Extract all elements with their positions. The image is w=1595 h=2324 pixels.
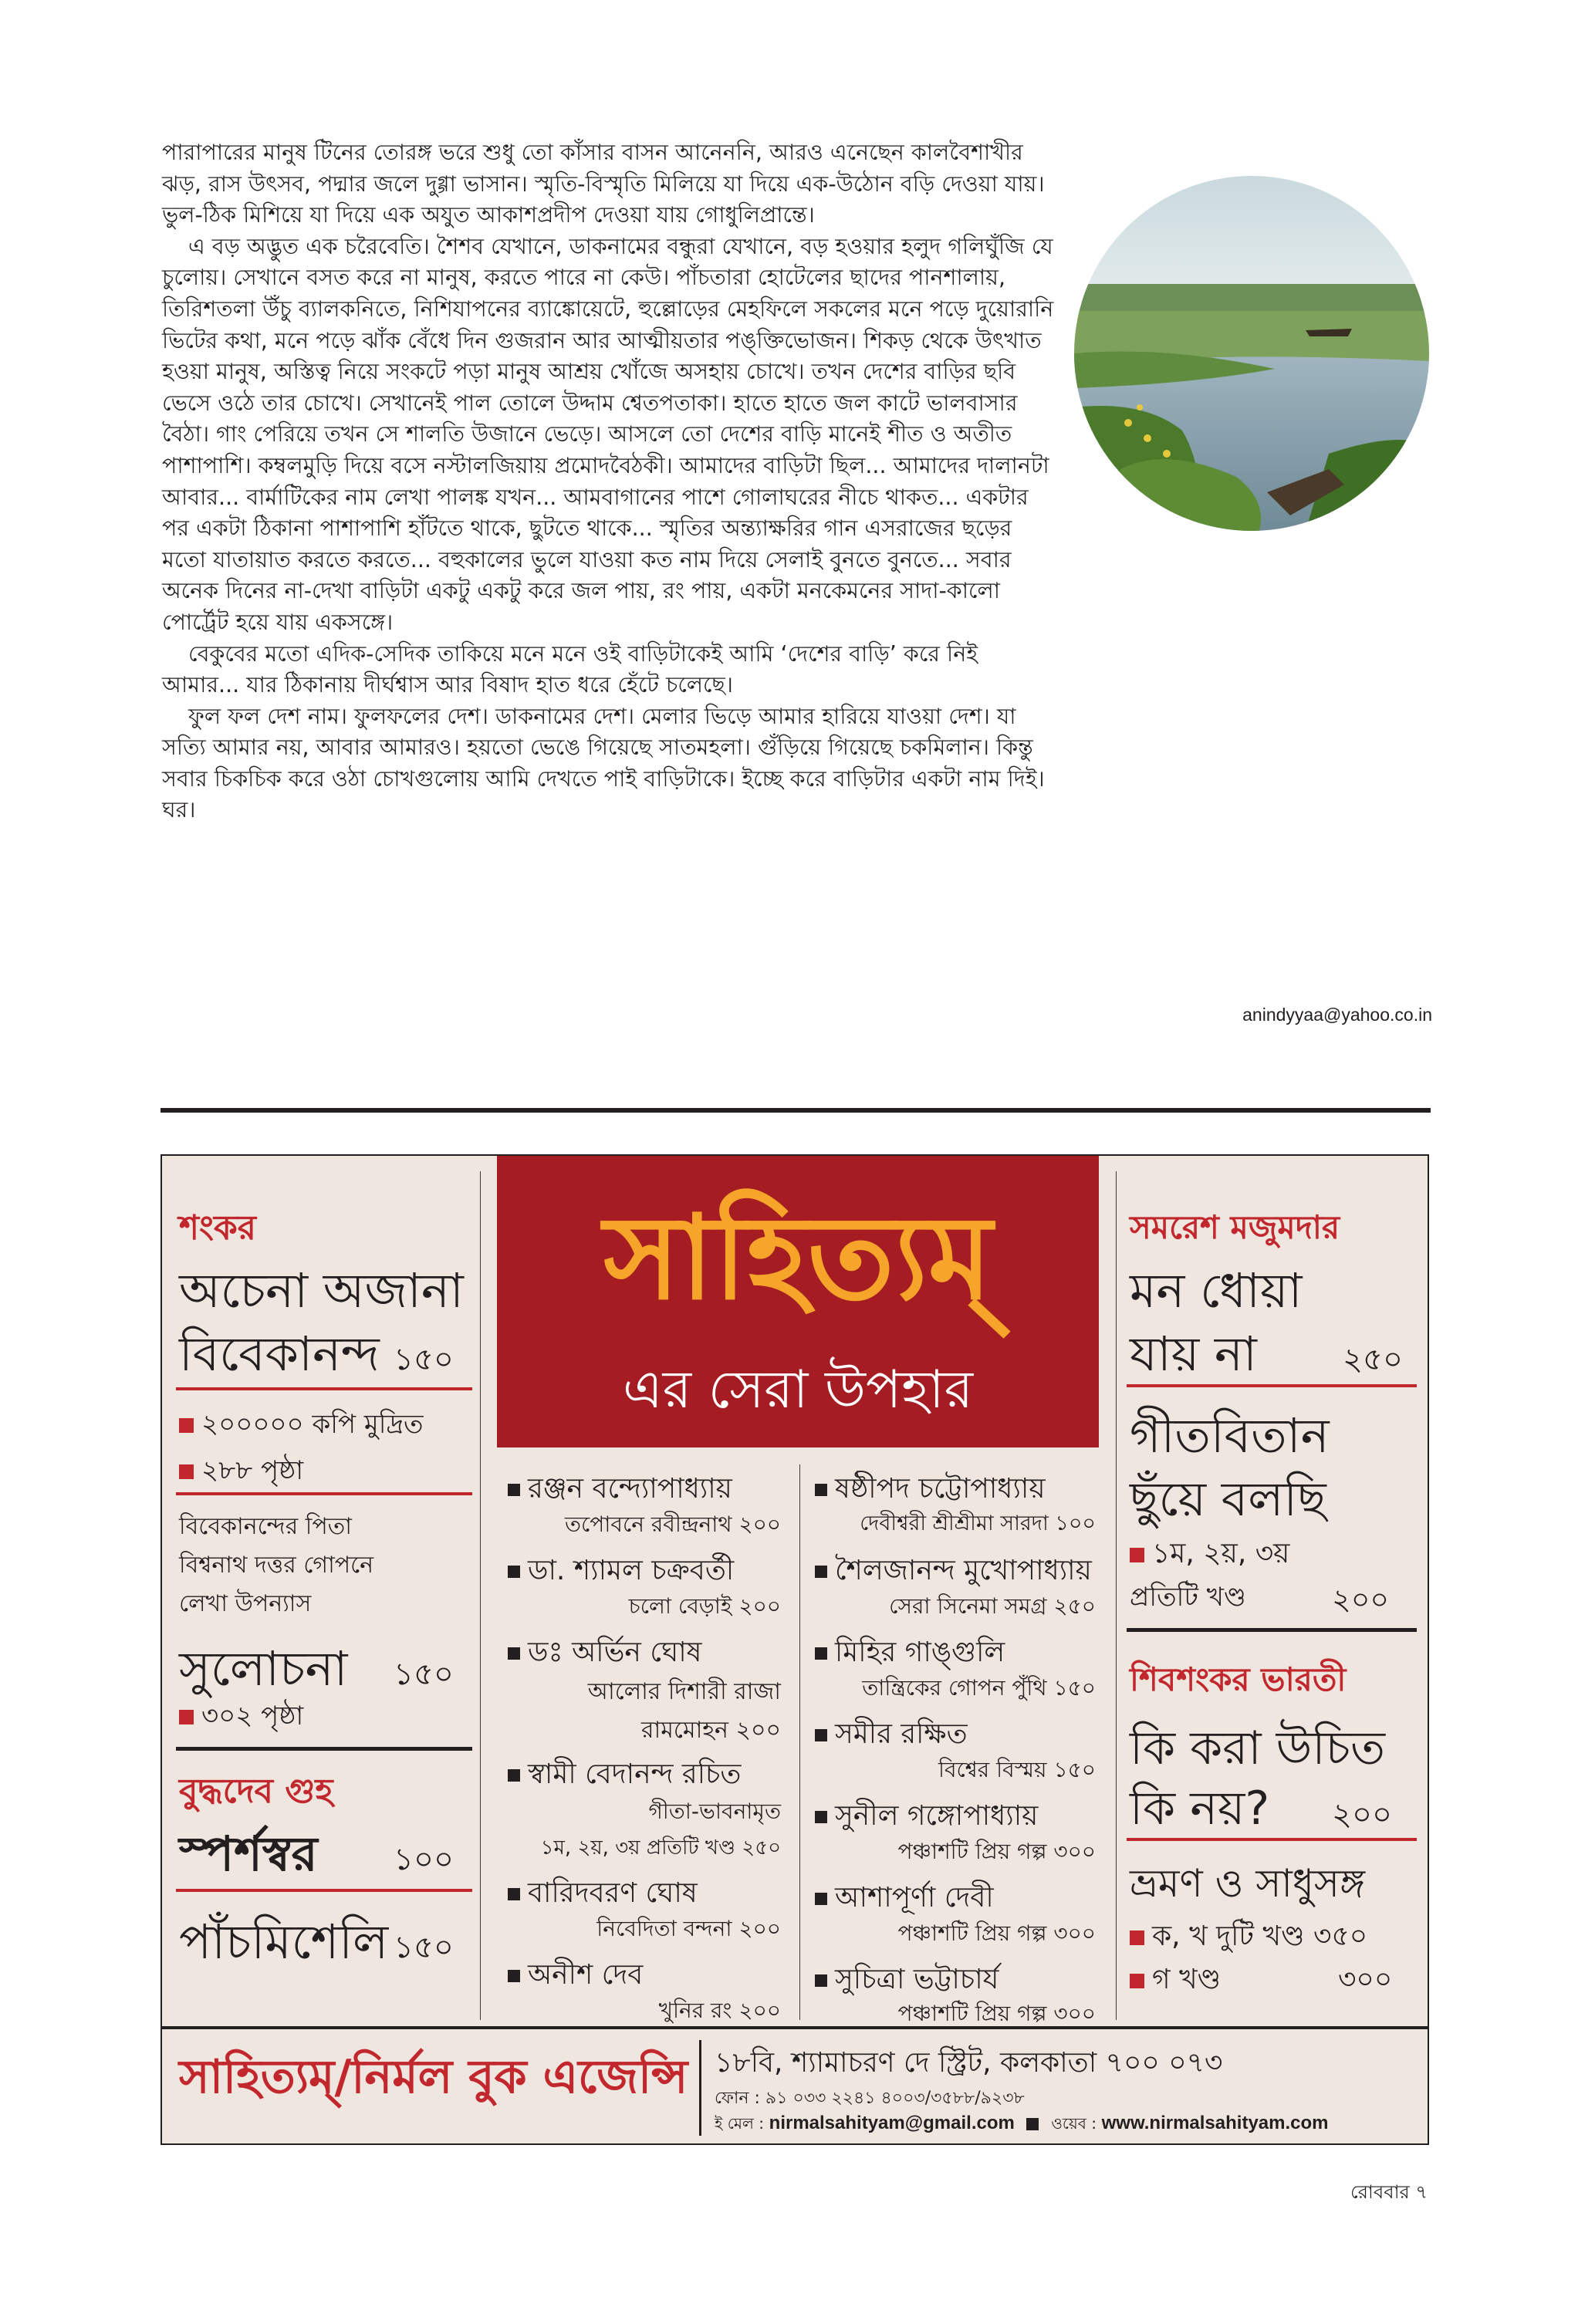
book-title: ছুঁয়ে বলছি: [1130, 1471, 1326, 1527]
author-email: anindyyaa@yahoo.co.in: [1242, 1005, 1432, 1025]
column-divider: [799, 1464, 800, 2020]
book-entry: পঞ্চাশটি প্রিয় গল্প ৩০০: [897, 2001, 1096, 2026]
author-entry: ডা. শ্যামল চক্রবর্তী: [508, 1549, 734, 1596]
article-paragraph-2: এ বড় অদ্ভুত এক চরৈবেতি। শৈশব যেখানে, ডাকনামের বন্ধুরা যেখানে, বড় হওয়ার হলুদ গলিঘুঁজি যে চুলোয়। সেখানে বসত করে না মানুষ, করতে পারে না কেউ। পাঁচতারা হোটেলের ছাদের পানশালায়, তিরিশতলা উঁচু ব্যালকনিতে, নিশিযাপনের ব্যাঙ্কোয়েটে, হুল্লোড়ের মেহফিলে সকলের মনে পড়ে দুয়োরানি ভিটের কথা, মনে পড়ে ঝাঁক বেঁধে দিন গুজরান আর আত্মীয়তার পঙ্‌ক্তিভোজন। শিকড় থেকে উৎখাত হওয়া মানুষ, অস্তিত্ব নিয়ে সংকটে পড়া মানুষ আশ্রয় খোঁজে অসহায় চোখে। তখন দেশের বাড়ির ছবি ভেসে ওঠে তার চোখে। সেখানেই পাল তোলে উদ্দাম শ্বেতপতাকা। হাতে হাতে জল কাটে ভালবাসার বৈঠা। গাং পেরিয়ে তখন সে শালতি উজানে ভেড়ে। আসলে তো দেশের বাড়ি মানেই শীত ও অতীত পাশাপাশি। কম্বলমুড়ি দিয়ে বসে নস্টালজিয়ায় প্রমোদবৈঠকী। আমাদের বাড়িটা ছিল... আমাদের দালানটা আবার... বার্মাটিকের নাম লেখা পালঙ্ক যখন... আমবাগানের পাশে গোলাঘরের নীচে থাকত... একটার পর একটা ঠিকানা পাশাপাশি হাঁটতে থাকে, ছুটতে থাকে... স্মৃতির অন্ত্যাক্ষরির গান এসরাজের ছড়ের মতো যাতায়াত করতে করতে... বহুকালের ভুলে যাওয়া কত নাম দিয়ে সেলাই বুনতে বুনতে... সবার অনেক দিনের না-দেখা বাড়িটা একটু একটু করে জল পায়, রং পায়, একটা মনকেমনের সাদা-কালো পোর্ট্রেট হয়ে যায় একসঙ্গে।: [162, 233, 1054, 635]
page-number: রোববার ৭: [1350, 2181, 1428, 2203]
bullet-icon: [815, 1811, 827, 1823]
article-paragraph-1: পারাপারের মানুষ টিনের তোরঙ্গ ভরে শুধু তো কাঁসার বাসন আনেননি, আরও এনেছেন কালবৈশাখীর ঝড়, রাস উৎসব, পদ্মার জলে দুগ্গা ভাসান। স্মৃতি-বিস্মৃতি মিলিয়ে যা দিয়ে এক-উঠোন বড়ি দেওয়া যায়। ভুল-ঠিক মিশিয়ে যা দিয়ে এক অযুত আকাশপ্রদীপ দেওয়া যায় গোধুলিপ্রান্তে।: [162, 140, 1045, 228]
book-entry: খুনির রং ২০০: [658, 1998, 781, 2023]
bullet-icon: [508, 1888, 520, 1900]
copies-printed: ২০০০০০ কপি মুদ্রিত: [179, 1404, 424, 1448]
bullet-icon: [508, 1566, 520, 1578]
red-rule: [1127, 1838, 1417, 1841]
bullet-icon: [1130, 1930, 1144, 1945]
price: ৩০০: [1338, 1964, 1393, 1995]
book-title: বিবেকানন্দ: [179, 1326, 380, 1382]
bullet-icon: [815, 1893, 827, 1905]
footer-rule: [162, 2026, 1428, 2029]
author-entry: শৈলজানন্দ মুখোপাধ্যায়: [815, 1549, 1092, 1596]
author-entry: ষষ্ঠীপদ চট্টোপাধ্যায়: [815, 1468, 1046, 1514]
book-title: সুলোচনা: [179, 1640, 348, 1697]
price: ১৫০: [394, 1657, 454, 1692]
bullet-icon: [1130, 1974, 1144, 1988]
author-entry: আশাপূর্ণা দেবী: [815, 1876, 994, 1923]
book-title: স্পর্শস্বর: [179, 1826, 318, 1882]
book-entry: পঞ্চাশটি প্রিয় গল্প ৩০০: [897, 1920, 1096, 1946]
author-entry: অনীশ দেব: [508, 1954, 643, 2000]
bullet-icon: [815, 1729, 827, 1741]
publisher-contact: ই মেল : nirmalsahityam@gmail.com ওয়েব : www.nirmalsahityam.com: [715, 2113, 1329, 2133]
bullet-icon: [815, 1974, 827, 1987]
author-entry: বারিদবরণ ঘোষ: [508, 1872, 698, 1918]
article-paragraph-3: বেকুবের মতো এদিক-সেদিক তাকিয়ে মনে মনে ওই বাড়িটাকেই আমি ‘দেশের বাড়ি’ করে নিই আমার... যার ঠিকানায় দীর্ঘশ্বাস আর বিষাদ হাত ধরে হেঁটে চলেছে।: [162, 640, 978, 698]
page-count: ২৮৮ পৃষ্ঠা: [179, 1451, 303, 1495]
bullet-icon: [815, 1484, 827, 1496]
author-entry: স্বামী বেদানন্দ রচিত: [508, 1753, 741, 1799]
bullet-icon: [1130, 1548, 1144, 1562]
banner-subtitle: এর সেরা উপহার: [623, 1360, 973, 1420]
author-entry: সুচিত্রা ভট্টাচার্য: [815, 1958, 999, 2005]
book-entry: দেবীশ্বরী শ্রীশ্রীমা সারদা ১০০: [860, 1512, 1096, 1535]
book-title: যায় না: [1130, 1326, 1257, 1382]
bullet-icon: [179, 1418, 194, 1433]
book-entry: আলোর দিশারী রাজা: [587, 1678, 781, 1705]
author-shankar: শংকর: [179, 1208, 256, 1248]
publisher-email: nirmalsahityam@gmail.com: [769, 2113, 1015, 2133]
price: ২০০: [1332, 1797, 1393, 1833]
book-entry: নিবেদিতা বন্দনা ২০০: [596, 1916, 781, 1941]
author-buddhadeb: বুদ্ধদেব গুহ: [179, 1772, 333, 1811]
book-title: পাঁচমিশেলি: [179, 1914, 389, 1970]
book-entry: ১ম, ২য়, ৩য় প্রতিটি খণ্ড ২৫০: [540, 1836, 781, 1860]
publisher-website: www.nirmalsahityam.com: [1101, 2113, 1329, 2133]
article-body: [162, 137, 1119, 826]
bullet-icon: [179, 1710, 194, 1724]
author-entry: মিহির গাঙ্গুলি: [815, 1631, 1005, 1677]
river-landscape-photo: [1074, 176, 1429, 531]
column-divider: [480, 1171, 481, 2020]
bullet-icon: [508, 1647, 520, 1660]
article-paragraph-4: ফুল ফল দেশ নাম। ফুলফলের দেশ। ডাকনামের দেশ। মেলার ভিড়ে আমার হারিয়ে যাওয়া দেশ। যা সত্যি আমার নয়, আবার আমারও। হয়তো ভেঙে গিয়েছে সাতমহলা। গুঁড়িয়ে গিয়েছে চকমিলান। কিন্তু সবার চিকচিক করে ওঠা চোখগুলোয় আমি দেখতে পাই বাড়িটাকে। ইচ্ছে করে বাড়িটার একটা নাম দিই। ঘর।: [162, 703, 1045, 823]
author-entry: ডঃ অর্ভিন ঘোষ: [508, 1631, 702, 1677]
book-title: কি করা উচিত: [1130, 1721, 1385, 1775]
bullet-icon: [179, 1464, 194, 1479]
footer-divider: [699, 2040, 701, 2136]
price: ২০০: [1332, 1583, 1390, 1616]
bullet-icon: [508, 1484, 520, 1496]
black-rule: [176, 1747, 472, 1751]
page-count: ৩০২ পৃষ্ঠা: [179, 1696, 303, 1740]
each-volume: প্রতিটি খণ্ড: [1130, 1582, 1246, 1613]
publisher-name: সাহিত্যম্/নির্মল বুক এজেন্সি: [179, 2050, 688, 2104]
author-shibshankar: শিবশংকর ভারতী: [1130, 1660, 1347, 1698]
bullet-icon: [815, 1566, 827, 1578]
black-rule: [1127, 1628, 1417, 1632]
book-entry: বিশ্বের বিস্ময় ১৫০: [938, 1757, 1096, 1782]
book-entry: সেরা সিনেমা সমগ্র ২৫০: [889, 1593, 1096, 1619]
book-title: অচেনা অজানা: [179, 1262, 464, 1319]
book-entry: তান্ত্রিকের গোপন পুঁথি ১৫০: [862, 1675, 1096, 1701]
book-advertisement: [161, 1154, 1429, 2145]
volume-entry: গ খণ্ড: [1130, 1958, 1221, 2005]
book-entry: গীতা-ভাবনামৃত: [648, 1799, 781, 1824]
red-rule: [176, 1889, 472, 1892]
banner: [497, 1156, 1099, 1447]
red-rule: [176, 1492, 472, 1495]
author-samaresh: সমরেশ মজুমদার: [1130, 1208, 1340, 1246]
author-entry: সুনীল গঙ্গোপাধ্যায়: [815, 1795, 1038, 1841]
book-entry: পঞ্চাশটি প্রিয় গল্প ৩০০: [897, 1839, 1096, 1864]
price: ১৫০: [394, 1930, 454, 1965]
bullet-icon: [815, 1647, 827, 1660]
publisher-address: ১৮বি, শ্যামাচরণ দে স্ট্রিট, কলকাতা ৭০০ ০৭৩: [715, 2047, 1223, 2079]
author-entry: রঞ্জন বন্দ্যোপাধ্যায়: [508, 1468, 732, 1514]
book-title: ভ্রমণ ও সাধুসঙ্গ: [1130, 1861, 1366, 1906]
book-description: লেখা উপন্যাস: [179, 1590, 312, 1617]
book-entry: তপোবনে রবীন্দ্রনাথ ২০০: [565, 1512, 781, 1537]
column-divider: [1116, 1171, 1117, 2020]
book-entry: চলো বেড়াই ২০০: [628, 1593, 781, 1619]
price: ১৫০: [394, 1342, 454, 1377]
book-description: বিবেকানন্দের পিতা: [179, 1513, 352, 1540]
section-divider: [161, 1108, 1431, 1113]
book-title: কি নয়?: [1130, 1782, 1270, 1836]
book-title: গীতবিতান: [1130, 1407, 1330, 1464]
bullet-icon: [1026, 2118, 1039, 2130]
red-rule: [1127, 1384, 1417, 1387]
red-rule: [176, 1387, 472, 1390]
book-entry: রামমোহন ২০০: [641, 1717, 781, 1744]
book-title: মন ধোয়া: [1130, 1262, 1303, 1319]
author-entry: সমীর রক্ষিত: [815, 1713, 968, 1759]
volume-entry: ক, খ দুটি খণ্ড ৩৫০: [1130, 1915, 1367, 1961]
book-description: বিশ্বনাথ দত্তর গোপনে: [179, 1552, 374, 1579]
volumes: ১ম, ২য়, ৩য়: [1130, 1532, 1289, 1579]
publisher-phone: ফোন : ৯১ ০৩৩ ২২৪১ ৪০০৩/৩৫৮৮/৯২৩৮: [715, 2089, 1025, 2108]
price: ১০০: [394, 1842, 454, 1877]
banner-title: সাহিত্যম্: [603, 1190, 992, 1326]
bullet-icon: [508, 1769, 520, 1782]
bullet-icon: [508, 1970, 520, 1982]
price: ২৫০: [1343, 1342, 1403, 1377]
